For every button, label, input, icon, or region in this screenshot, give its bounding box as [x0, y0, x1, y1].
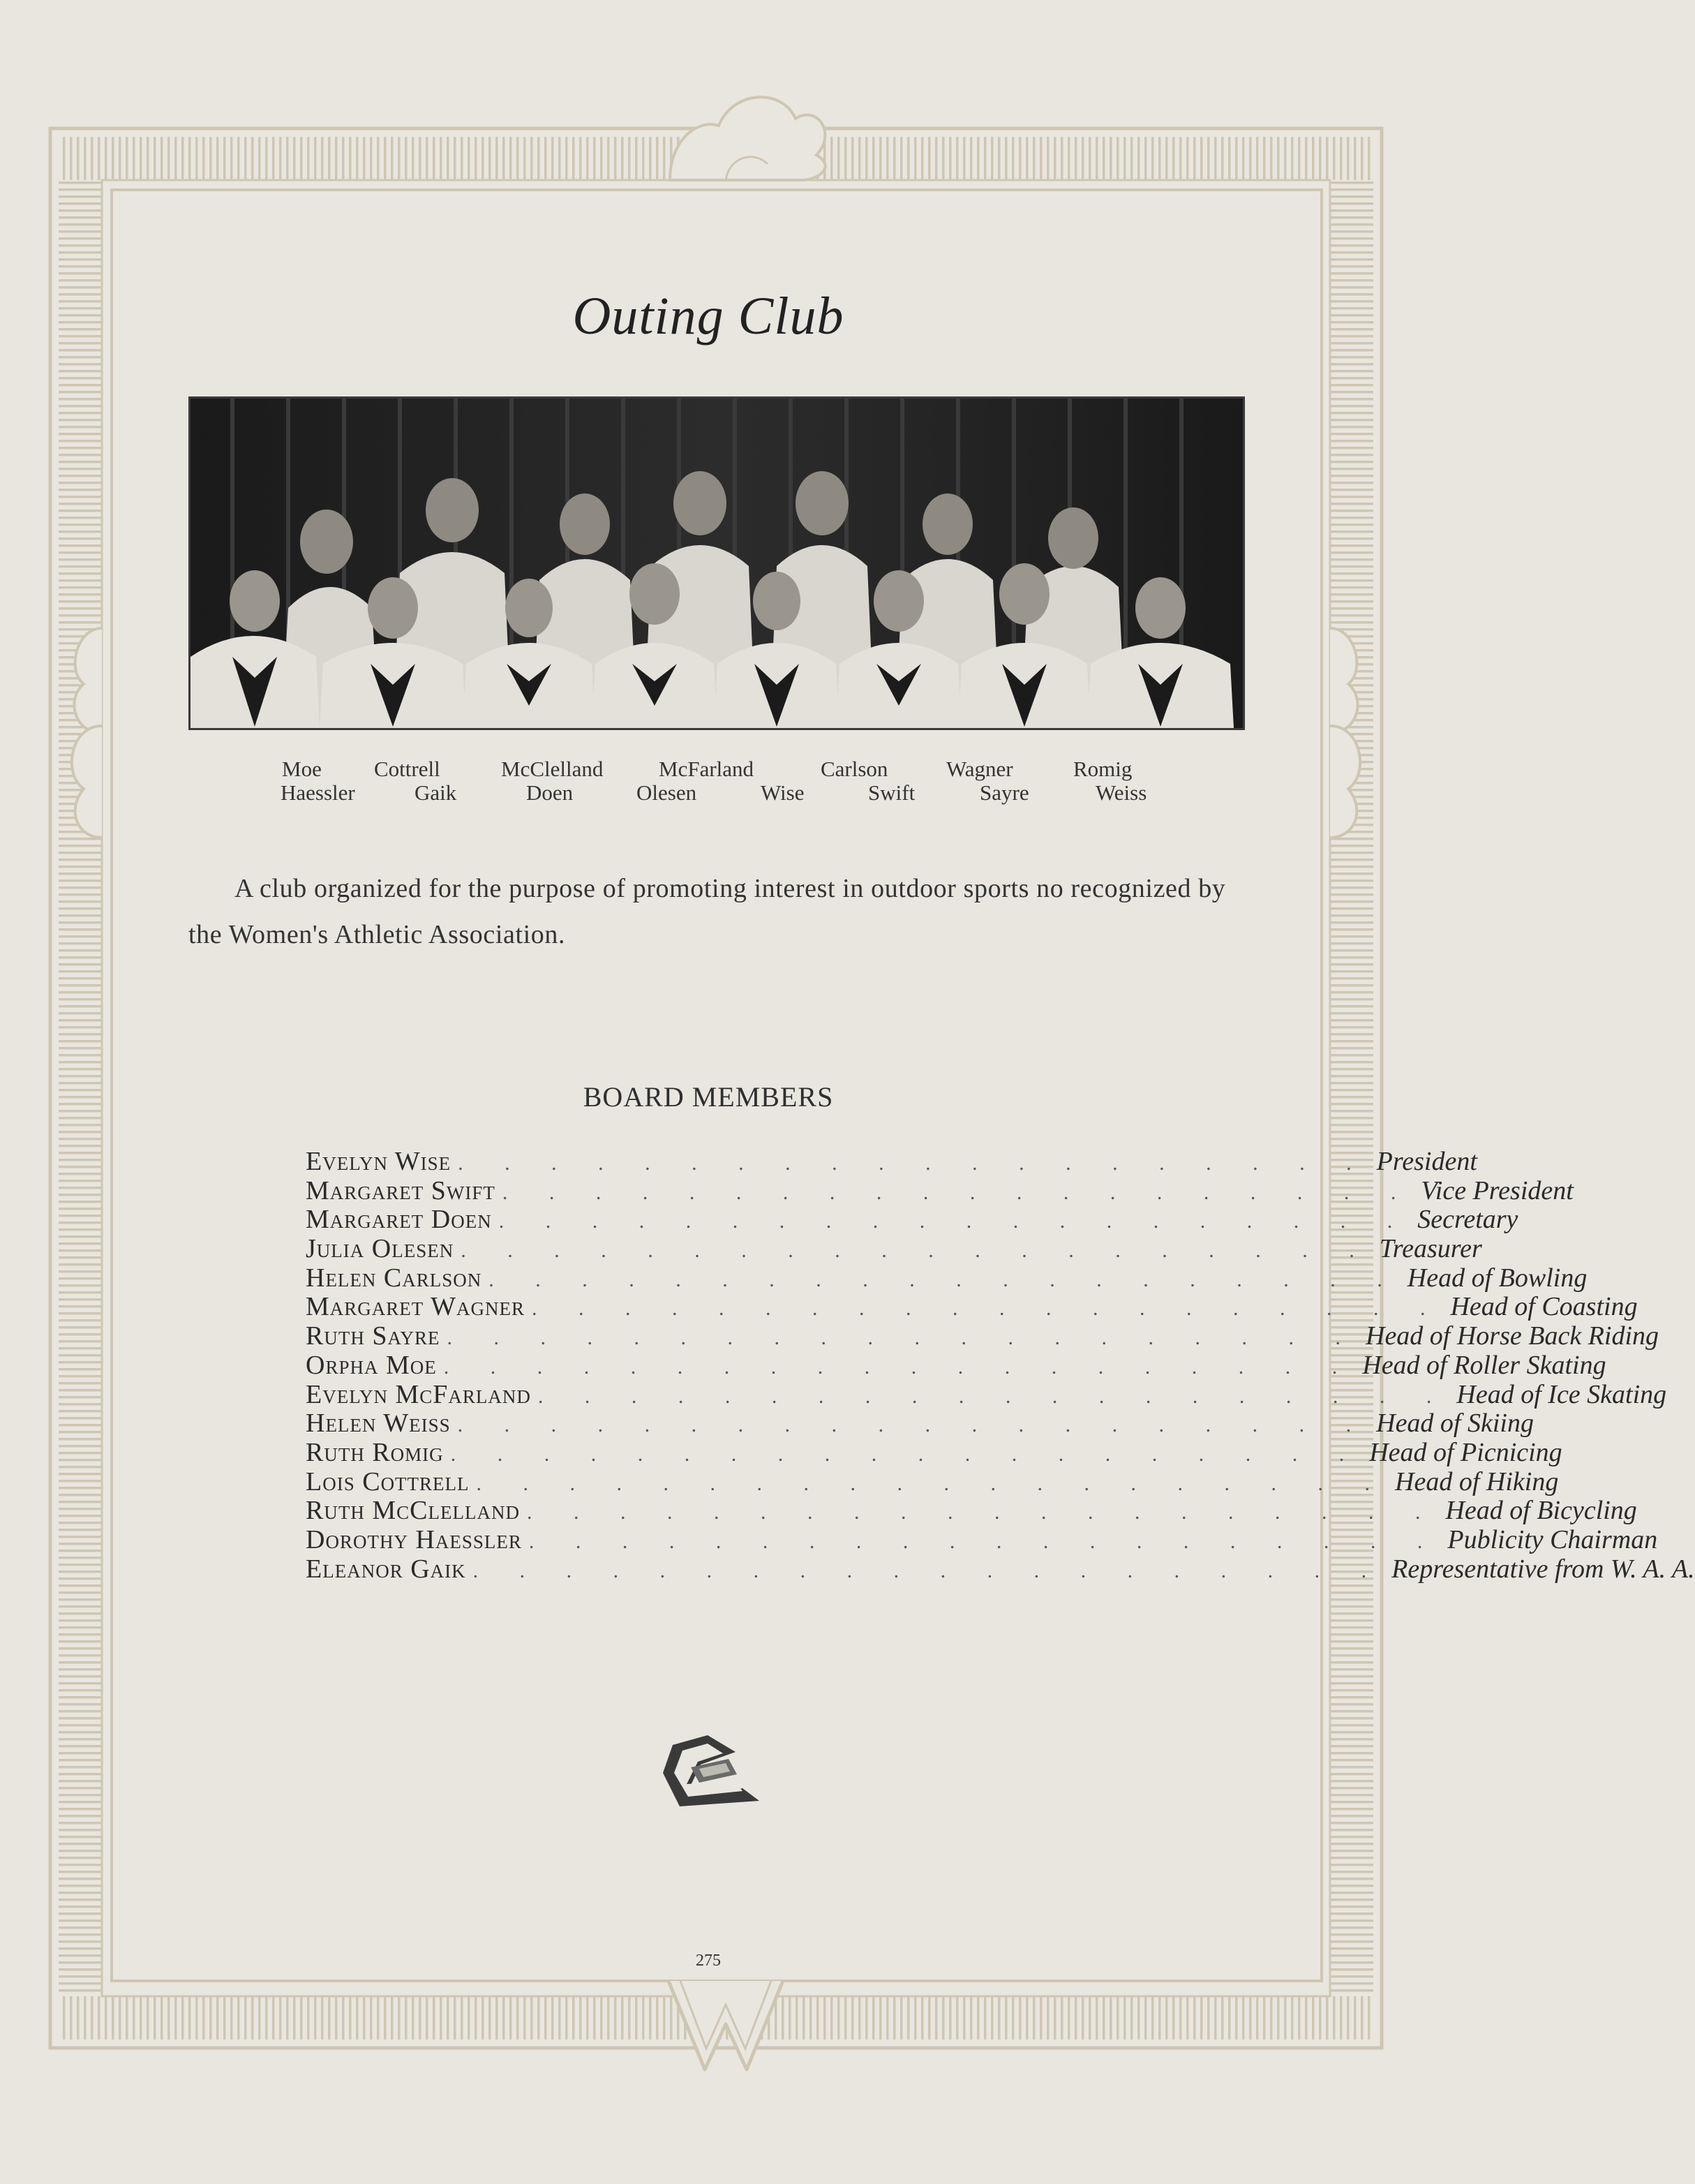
dot-leader: . . . . . . . . . . . . . . . . . . . . [443, 1355, 1356, 1379]
caption-name: Sayre [980, 780, 1029, 805]
member-name: Evelyn McFarland [306, 1379, 531, 1409]
caption-name: Haessler [281, 780, 355, 805]
dot-leader: . . . . . . . . . . . . . . . . . . . . [528, 1529, 1441, 1553]
member-role: Head of Bowling [1407, 1263, 1588, 1293]
dot-leader: . . . . . . . . . . . . . . . . . . . . [461, 1239, 1373, 1263]
board-member-row [306, 1466, 1559, 1496]
member-role: Head of Picnicing [1369, 1437, 1562, 1467]
member-role: Treasurer [1379, 1234, 1482, 1264]
dot-leader: . . . . . . . . . . . . . . . . . . . . [526, 1501, 1439, 1524]
board-member-row [306, 1554, 1695, 1584]
dot-leader: . . . . . . . . . . . . . . . . . . . . [537, 1384, 1450, 1408]
member-role: Head of Skiing [1376, 1409, 1534, 1439]
board-member-row [306, 1379, 1667, 1409]
member-role: Vice President [1421, 1175, 1574, 1205]
board-members-list [306, 1146, 1695, 1584]
board-member-row [306, 1524, 1658, 1554]
member-name: Margaret Doen [306, 1205, 492, 1235]
club-emblem-icon [659, 1731, 765, 1808]
board-member-row [306, 1437, 1562, 1467]
member-name: Orpha Moe [306, 1350, 437, 1380]
caption-name: Weiss [1096, 780, 1147, 805]
board-member-row [306, 1146, 1477, 1176]
member-name: Eleanor Gaik [306, 1554, 466, 1584]
member-name: Ruth Sayre [306, 1321, 440, 1351]
dot-leader: . . . . . . . . . . . . . . . . . . . . [458, 1152, 1370, 1175]
caption-row-front [0, 780, 1518, 805]
member-role: Head of Horse Back Riding [1366, 1321, 1659, 1351]
caption-name: McFarland [659, 757, 754, 781]
dot-leader: . . . . . . . . . . . . . . . . . . . . [502, 1180, 1414, 1204]
caption-row-back [0, 757, 1518, 782]
member-name: Ruth Romig [306, 1437, 444, 1467]
board-members-heading: BOARD MEMBERS [583, 1081, 834, 1113]
caption-name: Doen [526, 780, 574, 805]
member-role: Head of Ice Skating [1456, 1379, 1667, 1409]
member-role: Head of Roller Skating [1362, 1350, 1606, 1380]
caption-name: Moe [282, 757, 322, 781]
caption-name: Wise [761, 780, 805, 805]
board-member-row [306, 1233, 1482, 1264]
dot-leader: . . . . . . . . . . . . . . . . . . . . [472, 1559, 1385, 1582]
dot-leader: . . . . . . . . . . . . . . . . . . . . [531, 1297, 1444, 1321]
caption-name: Carlson [821, 757, 888, 781]
dot-leader: . . . . . . . . . . . . . . . . . . . . [447, 1326, 1359, 1350]
board-member-row [306, 1408, 1534, 1439]
dot-leader: . . . . . . . . . . . . . . . . . . . . [488, 1268, 1401, 1291]
member-role: Representative from W. A. A. [1391, 1554, 1695, 1584]
member-name: Dorothy Haessler [306, 1524, 522, 1554]
dot-leader: . . . . . . . . . . . . . . . . . . . . [450, 1442, 1363, 1466]
board-member-row [306, 1175, 1574, 1205]
member-name: Margaret Wagner [306, 1292, 525, 1322]
member-name: Lois Cottrell [306, 1466, 470, 1496]
caption-name: Gaik [415, 780, 457, 805]
member-name: Evelyn Wise [306, 1147, 451, 1176]
dot-leader: . . . . . . . . . . . . . . . . . . . . [457, 1413, 1370, 1437]
group-photograph [188, 396, 1245, 730]
member-role: Head of Bicycling [1445, 1496, 1637, 1526]
board-member-row [306, 1495, 1637, 1526]
board-member-row [306, 1321, 1659, 1351]
caption-name: Cottrell [374, 757, 440, 781]
member-role: Secretary [1417, 1205, 1518, 1235]
dot-leader: . . . . . . . . . . . . . . . . . . . . [498, 1210, 1411, 1233]
member-name: Helen Weiss [306, 1409, 451, 1439]
page-number: 275 [696, 1952, 721, 1970]
board-member-row [306, 1204, 1518, 1235]
board-member-row [306, 1350, 1606, 1380]
caption-name: Swift [868, 780, 916, 805]
member-role: Publicity Chairman [1447, 1524, 1658, 1554]
member-name: Helen Carlson [306, 1263, 482, 1293]
board-member-row [306, 1263, 1588, 1293]
member-role: President [1376, 1147, 1477, 1176]
board-member-row [306, 1291, 1638, 1322]
caption-name: Wagner [946, 757, 1013, 781]
member-role: Head of Hiking [1395, 1466, 1559, 1496]
club-description: A club organized for the purpose of promoting interest in outdoor sports no recognized by the Women's Athletic Association. [188, 874, 1226, 949]
caption-name: Romig [1073, 757, 1133, 781]
member-name: Margaret Swift [306, 1175, 495, 1205]
member-role: Head of Coasting [1450, 1292, 1638, 1322]
page-title: Outing Club [572, 287, 844, 346]
member-name: Julia Olesen [306, 1234, 454, 1264]
caption-name: McClelland [501, 757, 604, 781]
caption-name: Olesen [636, 780, 697, 805]
member-name: Ruth McClelland [306, 1496, 520, 1526]
dot-leader: . . . . . . . . . . . . . . . . . . . . [476, 1471, 1389, 1495]
